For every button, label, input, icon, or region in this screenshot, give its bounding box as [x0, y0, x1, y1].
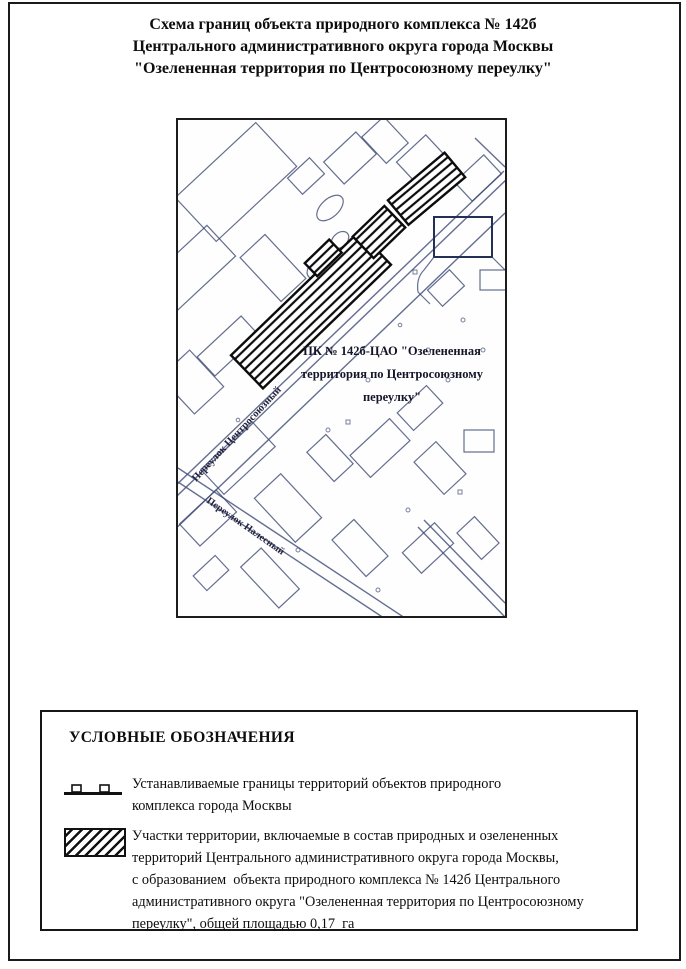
building-outlines: [178, 120, 505, 608]
street-label-nalesny: Переулок Налесный: [204, 495, 287, 558]
boundary-map: [176, 118, 507, 618]
title-line-3: "Озелененная территория по Центросоюзному переулку": [134, 60, 552, 77]
boundary-line-icon: [64, 782, 126, 798]
title-line-2: Центрального административного округа города Москвы: [132, 38, 554, 55]
legend-item-boundaries: Устанавливаемые границы территорий объектов природного комплекса города Москвы: [132, 776, 502, 814]
svg-text:территория по Центросоюзному: территория по Центросоюзному: [301, 367, 483, 381]
title-line-1: Схема границ объекта природного комплекса № 142б: [149, 16, 537, 33]
map-drawing: [178, 120, 505, 616]
svg-text:переулку": переулку": [362, 390, 422, 404]
street-label-tsentrosoyuzny: Переулок Центросоюзный: [190, 384, 284, 485]
legend-heading: УСЛОВНЫЕ ОБОЗНАЧЕНИЯ: [69, 729, 295, 746]
object-label: [301, 344, 484, 404]
legend-item-parcels: Участки территории, включаемые в состав природных и озелененных территорий Центрального административного округа города Москвы, с образованием объекта природного комплекса № 142б Центрального административного округа "Озелененная территория по Центросоюзному переулку", общей площадью 0,17 га: [132, 828, 584, 932]
svg-text:ПК № 142б-ЦАО "Озелененная: ПК № 142б-ЦАО "Озелененная: [303, 344, 481, 358]
document-title: [0, 14, 686, 80]
legend: [40, 710, 638, 931]
hatched-parcel-top: [388, 153, 465, 225]
hatched-area-icon: [64, 828, 126, 857]
